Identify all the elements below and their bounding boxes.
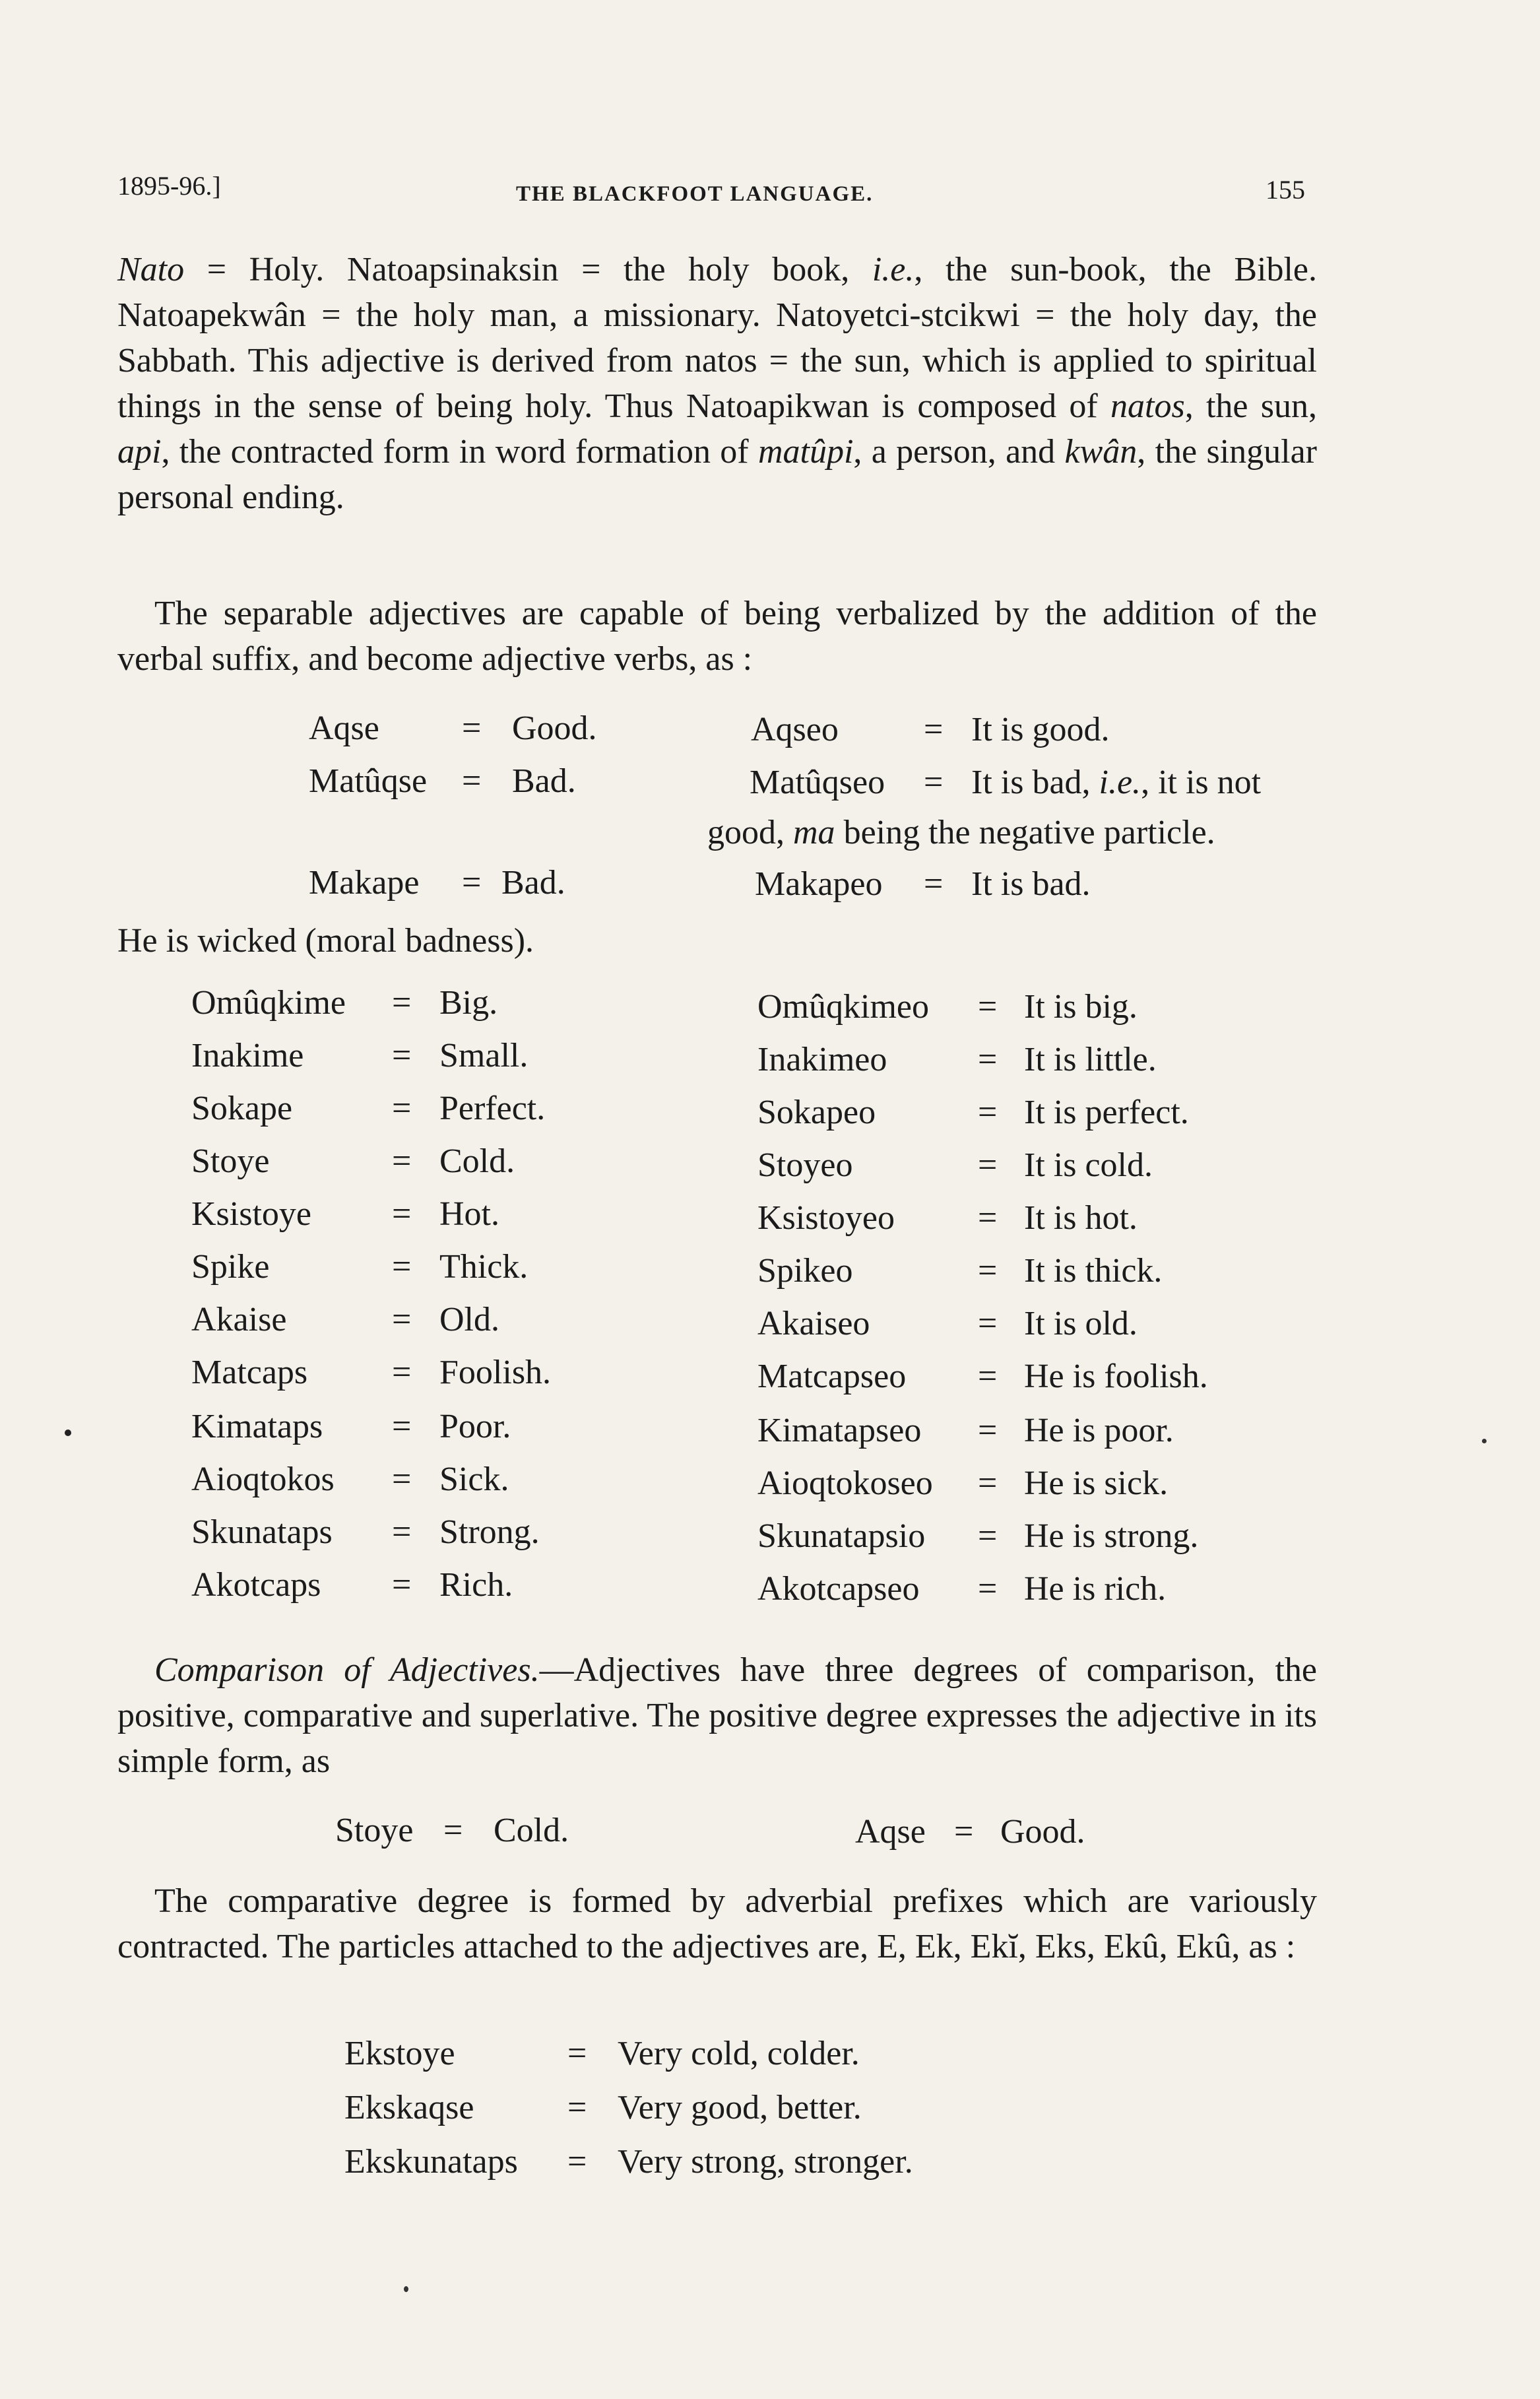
equals-sign: =	[462, 709, 482, 747]
term-api: api	[117, 433, 162, 471]
equals-sign: =	[978, 1517, 998, 1555]
verb-meaning: It is old.	[1024, 1305, 1138, 1342]
example-meaning: Cold.	[494, 1812, 569, 1849]
equals-sign: =	[978, 1464, 998, 1502]
equals-sign: =	[978, 988, 998, 1026]
example-word: Ekstoye	[344, 2035, 455, 2072]
term-ma: ma	[793, 814, 835, 851]
verb-meaning: He is strong.	[1024, 1517, 1199, 1555]
note-ie: i.e.	[1099, 764, 1141, 801]
adj-word: Inakime	[191, 1037, 304, 1074]
equals-sign: =	[392, 1566, 412, 1604]
equals-sign: =	[567, 2035, 587, 2072]
example-word: Stoye	[335, 1812, 414, 1849]
adj-word: Omûqkime	[191, 984, 346, 1022]
equals-sign: =	[978, 1412, 998, 1449]
adj-word: Ksistoye	[191, 1195, 311, 1233]
adj-meaning: Bad.	[501, 864, 565, 902]
adj-meaning: Sick.	[439, 1461, 509, 1498]
para1-text-5: , a person, and	[853, 433, 1065, 471]
verb-word: Kimatapseo	[757, 1412, 922, 1449]
verb-word: Aioqtokoseo	[757, 1464, 933, 1502]
comparison-text: —Adjectives have three degrees of comparison, the positive, comparative and superlative. The positive degree expresses the adjective in its simple form, as	[117, 1651, 1318, 1780]
ink-speck	[404, 2286, 408, 2292]
example-meaning: Very strong, stronger.	[618, 2143, 913, 2181]
term-nato: Nato	[117, 251, 185, 288]
ink-speck	[65, 1430, 71, 1436]
verb-word: Spikeo	[757, 1252, 853, 1290]
equals-sign: =	[567, 2089, 587, 2126]
adj-word: Makape	[309, 864, 420, 902]
equals-sign: =	[443, 1812, 463, 1849]
note-text: , it is not	[1141, 764, 1262, 801]
adj-word: Sokape	[191, 1090, 293, 1127]
equals-sign: =	[392, 1461, 412, 1498]
paragraph-separable: The separable adjectives are capable of being verbalized by the addition of the verbal suffix, and become adjective verbs, as :	[117, 595, 1317, 678]
verb-meaning: He is sick.	[1024, 1464, 1169, 1502]
adj-meaning: Perfect.	[439, 1090, 546, 1127]
equals-sign: =	[392, 1301, 412, 1338]
verb-meaning: It is cold.	[1024, 1146, 1153, 1184]
equals-sign: =	[924, 764, 944, 801]
ink-speck	[1482, 1439, 1487, 1443]
verb-meaning: It is perfect.	[1024, 1094, 1189, 1131]
equals-sign: =	[924, 865, 944, 903]
verb-word: Inakimeo	[757, 1041, 887, 1078]
adj-meaning: Rich.	[439, 1566, 513, 1604]
adj-meaning: Small.	[439, 1037, 529, 1074]
example-word: Aqse	[855, 1813, 926, 1851]
adj-meaning: Good.	[512, 709, 597, 747]
verb-word: Omûqkimeo	[757, 988, 929, 1026]
equals-sign: =	[392, 1195, 412, 1233]
adj-word: Akaise	[191, 1301, 287, 1338]
adj-word: Matûqse	[309, 762, 428, 800]
verb-meaning: It is hot.	[1024, 1199, 1138, 1237]
equals-sign: =	[978, 1094, 998, 1131]
verb-meaning: It is big.	[1024, 988, 1138, 1026]
term-kwan: kwân	[1064, 433, 1138, 471]
equals-sign: =	[924, 711, 944, 748]
equals-sign: =	[392, 1408, 412, 1445]
equals-sign: =	[392, 1248, 412, 1286]
adj-word: Kimataps	[191, 1408, 323, 1445]
verb-meaning: It is bad.	[971, 865, 1091, 903]
para1-ie: i.e.	[872, 251, 914, 288]
verb-word: Skunatapsio	[757, 1517, 926, 1555]
adj-meaning: Big.	[439, 984, 498, 1022]
equals-sign: =	[978, 1305, 998, 1342]
verb-meaning: He is rich.	[1024, 1570, 1167, 1608]
equals-sign: =	[392, 1354, 412, 1391]
verb-word: Ksistoyeo	[757, 1199, 895, 1237]
verb-meaning: It is little.	[1024, 1041, 1157, 1078]
equals-sign: =	[978, 1199, 998, 1237]
equals-sign: =	[978, 1252, 998, 1290]
note-text: being the negative particle.	[835, 814, 1215, 851]
wicked-line: He is wicked (moral badness).	[117, 922, 534, 960]
note-text: good,	[707, 814, 793, 851]
paragraph-comparison	[117, 1647, 1317, 1784]
section-heading: Comparison of Adjectives.	[154, 1651, 540, 1689]
para1-text-2: , the sun-book, the Bible. Natoapekwân = the holy man, a missionary. Natoyetci-stcikwi = the holy day, the Sabbath. This adjective is derived from natos = the sun, which is applied to spiritual things in the sense of being holy. Thus Natoapikwan is composed of	[117, 251, 1318, 425]
verb-meaning: He is poor.	[1024, 1412, 1174, 1449]
verb-word: Matûqseo	[750, 764, 885, 801]
adj-meaning: Thick.	[439, 1248, 529, 1286]
equals-sign: =	[392, 1090, 412, 1127]
example-meaning: Very good, better.	[618, 2089, 862, 2126]
term-natos: natos	[1110, 387, 1185, 425]
header-left: 1895-96.]	[117, 171, 221, 201]
negative-particle-note	[707, 813, 1215, 852]
verb-word: Akotcapseo	[757, 1570, 920, 1608]
verb-meaning-text: It is bad,	[971, 764, 1099, 801]
adj-word: Aioqtokos	[191, 1461, 335, 1498]
adj-word: Skunataps	[191, 1513, 333, 1551]
adj-meaning: Bad.	[512, 762, 576, 800]
equals-sign: =	[392, 984, 412, 1022]
verb-meaning: It is thick.	[1024, 1252, 1163, 1290]
verb-word: Sokapeo	[757, 1094, 876, 1131]
adj-word: Spike	[191, 1248, 270, 1286]
term-matupi: matûpi	[757, 433, 854, 471]
verb-meaning: It is good.	[971, 711, 1110, 748]
adj-meaning: Hot.	[439, 1195, 499, 1233]
equals-sign: =	[978, 1041, 998, 1078]
para1-text-3: , the sun,	[1184, 387, 1318, 425]
equals-sign: =	[978, 1146, 998, 1184]
verb-word: Makapeo	[755, 865, 883, 903]
equals-sign: =	[462, 762, 482, 800]
verb-word: Aqseo	[751, 711, 839, 748]
equals-sign: =	[392, 1513, 412, 1551]
example-meaning: Very cold, colder.	[618, 2035, 860, 2072]
equals-sign: =	[392, 1037, 412, 1074]
paragraph-comparative: The comparative degree is formed by adverbial prefixes which are variously contracted. The particles attached to the adjectives are, E, Ek, Ekĭ, Eks, Ekû, Ekû, as :	[117, 1882, 1317, 1965]
equals-sign: =	[954, 1813, 974, 1851]
equals-sign: =	[567, 2143, 587, 2181]
example-meaning: Good.	[1000, 1813, 1085, 1851]
adj-word: Matcaps	[191, 1354, 308, 1391]
equals-sign: =	[978, 1570, 998, 1608]
example-word: Ekskaqse	[344, 2089, 474, 2126]
adj-meaning: Strong.	[439, 1513, 540, 1551]
verb-meaning: He is foolish.	[1024, 1358, 1208, 1395]
verb-meaning	[971, 763, 1261, 802]
equals-sign: =	[978, 1358, 998, 1395]
adj-word: Aqse	[309, 709, 379, 747]
para1-text-4: , the contracted form in word formation of	[161, 433, 758, 471]
adj-meaning: Foolish.	[439, 1354, 552, 1391]
verb-word: Akaiseo	[757, 1305, 870, 1342]
verb-word: Matcapseo	[757, 1358, 907, 1395]
verb-word: Stoyeo	[757, 1146, 853, 1184]
para1-text-1: = Holy. Natoapsinaksin = the holy book,	[184, 251, 872, 288]
adj-word: Akotcaps	[191, 1566, 321, 1604]
page-number: 155	[1266, 175, 1305, 205]
example-word: Ekskunataps	[344, 2143, 518, 2181]
adj-meaning: Poor.	[439, 1408, 511, 1445]
equals-sign: =	[462, 864, 482, 902]
running-title: THE BLACKFOOT LANGUAGE.	[516, 182, 874, 206]
adj-meaning: Old.	[439, 1301, 499, 1338]
paragraph-nato	[117, 247, 1317, 520]
para1-text-6: , the singular personal ending.	[117, 433, 1317, 516]
adj-word: Stoye	[191, 1142, 270, 1180]
equals-sign: =	[392, 1142, 412, 1180]
adj-meaning: Cold.	[439, 1142, 515, 1180]
